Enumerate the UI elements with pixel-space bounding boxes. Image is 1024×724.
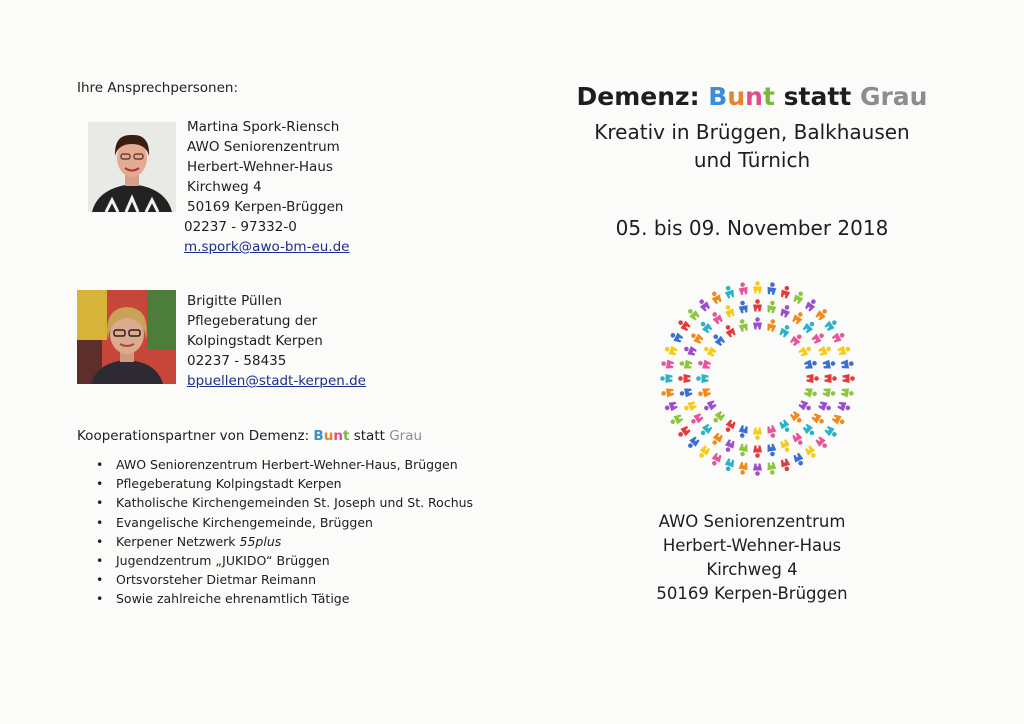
- title-bunt-letter: B: [708, 82, 728, 111]
- wreath-person: [711, 332, 726, 347]
- wreath-person: [766, 300, 777, 314]
- contact-org: AWO Seniorenzentrum: [187, 139, 340, 155]
- list-item: • Jugendzentrum „JUKIDO“ Brüggen: [96, 551, 473, 570]
- wreath-person: [683, 400, 698, 413]
- wreath-person: [766, 318, 778, 332]
- contact-street: Kirchweg 4: [187, 179, 262, 195]
- wreath-person: [723, 458, 735, 472]
- list-item: • Katholische Kirchengemeinden St. Joseph und St. Rochus: [96, 493, 473, 512]
- wreath-person: [753, 464, 762, 476]
- list-item-italic: 55plus: [239, 533, 282, 549]
- event-date: 05. bis 09. November 2018: [615, 216, 889, 240]
- wreath-person: [791, 310, 805, 325]
- wreath-person: [697, 387, 711, 399]
- contact-org: Pflegeberatung der: [187, 313, 318, 329]
- wreath-person: [753, 428, 762, 440]
- wreath-person: [737, 425, 749, 439]
- contact-phone: 02237 - 58435: [187, 353, 287, 369]
- wreath-person: [837, 400, 851, 412]
- wreath-person: [683, 344, 698, 357]
- title-prefix: Demenz:: [576, 82, 709, 111]
- list-item: • AWO Seniorenzentrum Herbert-Wehner-Haus, Brüggen: [96, 455, 473, 474]
- subtitle-line: und Türnich: [693, 148, 811, 172]
- wreath-person: [779, 439, 792, 454]
- wreath-person: [766, 282, 777, 296]
- wreath-person: [779, 285, 791, 299]
- wreath-person: [689, 331, 704, 345]
- wreath-person: [664, 400, 678, 412]
- contacts-heading: Ihre Ansprechpersonen:: [77, 80, 239, 96]
- wreath-person: [831, 413, 846, 427]
- wreath-person: [697, 445, 712, 460]
- wreath-person: [661, 387, 675, 398]
- wreath-person: [676, 425, 691, 440]
- list-item: • Ortsvorsteher Dietmar Reimann: [96, 570, 473, 589]
- wreath-person: [698, 319, 713, 334]
- wreath-person: [798, 344, 813, 358]
- partners-heading: [77, 428, 422, 444]
- wreath-person: [738, 282, 749, 296]
- contact-city: 50169 Kerpen-Brüggen: [187, 199, 344, 215]
- wreath-person: [791, 432, 805, 447]
- wreath-person: [824, 318, 839, 333]
- partners-heading-mid: statt: [349, 428, 390, 444]
- address-line: Herbert-Wehner-Haus: [662, 536, 842, 555]
- wreath-person: [753, 317, 762, 329]
- wreath-person: [738, 443, 749, 457]
- wreath-person: [689, 412, 704, 426]
- partners-list: [96, 455, 473, 609]
- people-wreath-logo: [655, 276, 860, 481]
- wreath-person: [802, 423, 817, 438]
- contact-email-link[interactable]: bpuellen@stadt-kerpen.de: [187, 373, 366, 389]
- partners-heading-grau: Grau: [389, 428, 423, 444]
- wreath-person: [818, 344, 833, 357]
- bunt-letter: n: [333, 428, 343, 444]
- wreath-person: [679, 359, 693, 370]
- wreath-person: [792, 452, 806, 467]
- wreath-person: [697, 358, 711, 370]
- wreath-person: [661, 359, 675, 370]
- title-mid: statt: [774, 82, 860, 111]
- wreath-person: [822, 359, 836, 370]
- wreath-person: [669, 330, 684, 344]
- wreath-person: [669, 413, 684, 427]
- contact-card-martina: [184, 117, 350, 257]
- contact-photo-martina: [88, 122, 176, 212]
- wreath-person: [841, 359, 855, 370]
- wreath-person: [804, 387, 818, 399]
- wreath-person: [807, 374, 819, 383]
- wreath-person: [698, 423, 713, 438]
- wreath-person: [798, 399, 813, 413]
- wreath-person: [779, 304, 792, 319]
- wreath-person: [766, 425, 778, 439]
- title-bunt-letter: t: [762, 82, 775, 111]
- subtitle: [560, 118, 944, 174]
- wreath-person: [696, 374, 708, 383]
- wreath-person: [792, 290, 806, 305]
- contact-photo-brigitte: [77, 290, 176, 384]
- list-item: • Pflegeberatung Kolpingstadt Kerpen: [96, 474, 473, 493]
- wreath-person: [697, 297, 712, 312]
- wreath-person: [789, 332, 804, 347]
- wreath-person: [710, 310, 724, 325]
- wreath-person: [779, 458, 791, 472]
- wreath-person: [789, 410, 804, 425]
- title-bunt-letter: n: [745, 82, 763, 111]
- wreath-person: [723, 323, 737, 338]
- wreath-person: [843, 374, 855, 383]
- bunt-letter: t: [342, 428, 350, 444]
- partners-heading-prefix: Kooperationspartner von Demenz:: [77, 428, 314, 444]
- wreath-person: [753, 281, 762, 293]
- wreath-person: [664, 344, 678, 356]
- wreath-person: [723, 285, 735, 299]
- contact-card-brigitte: [187, 291, 366, 391]
- wreath-person: [831, 330, 846, 344]
- wreath-person: [804, 358, 818, 370]
- wreath-person: [702, 399, 717, 413]
- wreath-person: [686, 435, 701, 450]
- wreath-person: [723, 304, 736, 319]
- page-title: [560, 82, 944, 111]
- contact-phone: 02237 - 97332-0: [184, 219, 297, 235]
- wreath-person: [753, 446, 762, 458]
- event-address: [560, 510, 944, 606]
- contact-name: Brigitte Püllen: [187, 293, 282, 309]
- list-item: • Evangelische Kirchengemeinde, Brüggen: [96, 513, 473, 532]
- bunt-letter: u: [323, 428, 334, 444]
- wreath-person: [723, 419, 737, 434]
- wreath-person: [818, 400, 833, 413]
- wreath-person: [737, 318, 749, 332]
- wreath-person: [804, 445, 819, 460]
- wreath-person: [679, 387, 693, 398]
- wreath-person: [814, 435, 829, 450]
- wreath-person: [837, 344, 851, 356]
- wreath-person: [766, 462, 777, 476]
- subtitle-line: Kreativ in Brüggen, Balkhausen: [594, 120, 910, 144]
- wreath-person: [709, 452, 723, 467]
- contact-email-link[interactable]: m.spork@awo-bm-eu.de: [184, 239, 350, 255]
- wreath-person: [804, 297, 819, 312]
- wreath-person: [811, 331, 826, 345]
- wreath-person: [709, 290, 723, 305]
- wreath-person: [825, 374, 837, 383]
- wreath-person: [802, 319, 817, 334]
- wreath-person: [822, 387, 836, 398]
- list-item-text: Kerpener Netzwerk: [116, 533, 240, 549]
- wreath-person: [811, 412, 826, 426]
- list-item: [96, 532, 473, 551]
- wreath-person: [766, 443, 777, 457]
- contact-name: Martina Spork-Riensch: [187, 119, 340, 135]
- address-line: 50169 Kerpen-Brüggen: [656, 584, 848, 603]
- wreath-person: [678, 374, 690, 383]
- wreath-person: [676, 318, 691, 333]
- wreath-person: [711, 410, 726, 425]
- bunt-letter: B: [313, 428, 324, 444]
- wreath-person: [753, 299, 762, 311]
- wreath-person: [824, 425, 839, 440]
- title-bunt-letter: u: [727, 82, 746, 111]
- wreath-person: [738, 300, 749, 314]
- list-item: • Sowie zahlreiche ehrenamtlich Tätige: [96, 589, 473, 608]
- wreath-person: [702, 344, 717, 358]
- wreath-person: [778, 323, 792, 338]
- address-line: Kirchweg 4: [706, 560, 798, 579]
- wreath-person: [710, 432, 724, 447]
- wreath-person: [738, 462, 749, 476]
- wreath-person: [723, 439, 736, 454]
- title-grau: Grau: [859, 82, 928, 111]
- wreath-person: [841, 387, 855, 398]
- wreath-person: [660, 374, 672, 383]
- wreath-person: [778, 419, 792, 434]
- contact-org-house: Herbert-Wehner-Haus: [187, 159, 333, 175]
- address-line: AWO Seniorenzentrum: [658, 512, 846, 531]
- wreath-person: [686, 307, 701, 322]
- contact-org-city: Kolpingstadt Kerpen: [187, 333, 323, 349]
- wreath-person: [814, 307, 829, 322]
